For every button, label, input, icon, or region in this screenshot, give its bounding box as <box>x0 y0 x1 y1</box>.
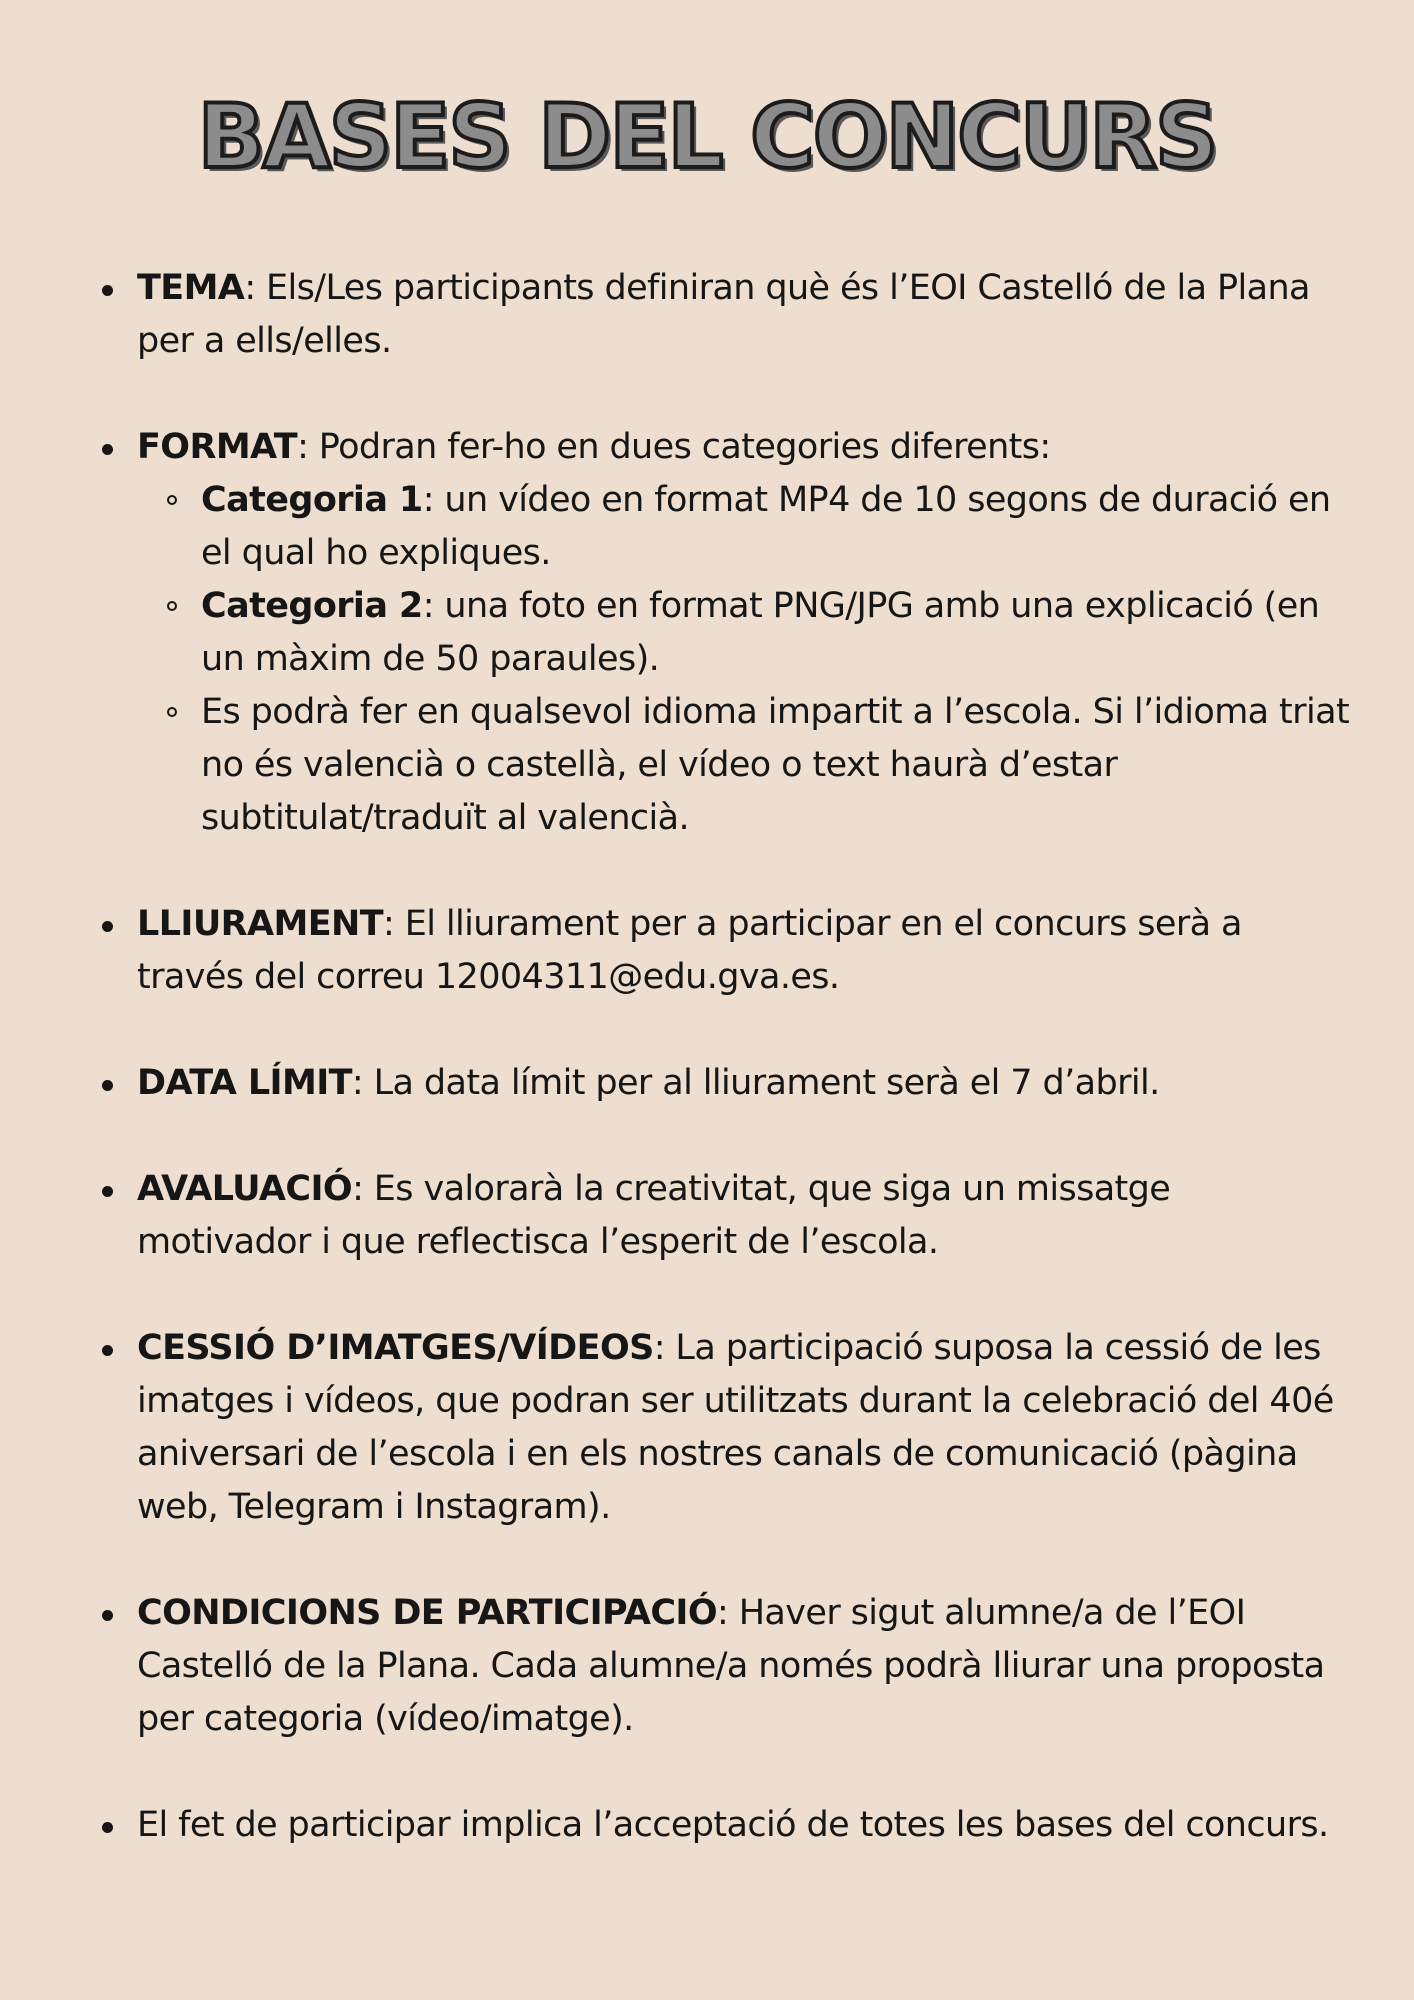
sub-item-label: Categoria 2 <box>201 586 423 626</box>
rule-text: El fet de participar implica l’acceptació de totes les bases del concurs. <box>137 1805 1329 1845</box>
sub-item-text: : una foto en format PNG/JPG amb una explicació (en un màxim de 50 paraules). <box>201 586 1320 679</box>
rule-label: DATA LÍMIT <box>137 1063 352 1103</box>
format-sub-list <box>137 474 1350 845</box>
rule-text: : Els/Les participants definiran què és l’EOI Castelló de la Plana per a ells/elles. <box>137 268 1310 361</box>
rule-data-limit <box>137 1057 1347 1110</box>
rules-list <box>0 262 1414 1905</box>
rule-format <box>137 421 1350 845</box>
page-title: BASES DEL CONCURS <box>197 85 1217 188</box>
rule-lliurament <box>137 898 1347 1004</box>
rule-avaluacio <box>137 1163 1347 1269</box>
rule-text: : El lliurament per a participar en el concurs serà a través del correu 12004311@edu.gva.es. <box>137 904 1242 997</box>
sub-item-idioma <box>201 686 1351 845</box>
rule-label: LLIURAMENT <box>137 904 383 944</box>
rule-tema <box>137 262 1347 368</box>
rule-label: FORMAT <box>137 427 298 467</box>
rule-text: : Podran fer-ho en dues categories diferents: <box>297 427 1051 467</box>
sub-item-label: Categoria 1 <box>201 480 423 520</box>
rule-cessio-imatges <box>137 1322 1347 1534</box>
rule-condicions <box>137 1587 1347 1746</box>
sub-item-categoria-1 <box>201 474 1351 580</box>
sub-item-text: : un vídeo en format MP4 de 10 segons de duració en el qual ho expliques. <box>201 480 1331 573</box>
rule-label: CONDICIONS DE PARTICIPACIÓ <box>137 1593 717 1633</box>
rule-text: : La participació suposa la cessió de les imatges i vídeos, que podran ser utilitzats durant la celebració del 40é aniversari de l’escola i en els nostres canals de comunicació (pàgina web, Telegram i Instagram). <box>137 1328 1334 1527</box>
rule-text: : Haver sigut alumne/a de l’EOI Castelló de la Plana. Cada alumne/a només podrà lliurar una proposta per categoria (vídeo/imatge). <box>137 1593 1325 1739</box>
rule-text: : La data límit per al lliurament serà el 7 d’abril. <box>351 1063 1160 1103</box>
rule-label: CESSIÓ D’IMATGES/VÍDEOS <box>137 1328 654 1368</box>
rule-acceptacio <box>137 1799 1347 1852</box>
sub-item-categoria-2 <box>201 580 1351 686</box>
rule-text: : Es valorarà la creativitat, que siga un missatge motivador i que reflectisca l’esperit de l’escola. <box>137 1169 1171 1262</box>
rule-label: TEMA <box>137 268 245 308</box>
rule-label: AVALUACIÓ <box>137 1169 353 1209</box>
sub-item-text: Es podrà fer en qualsevol idioma impartit a l’escola. Si l’idioma triat no és valencià o castellà, el vídeo o text haurà d’estar subtitulat/traduït al valencià. <box>201 692 1350 838</box>
